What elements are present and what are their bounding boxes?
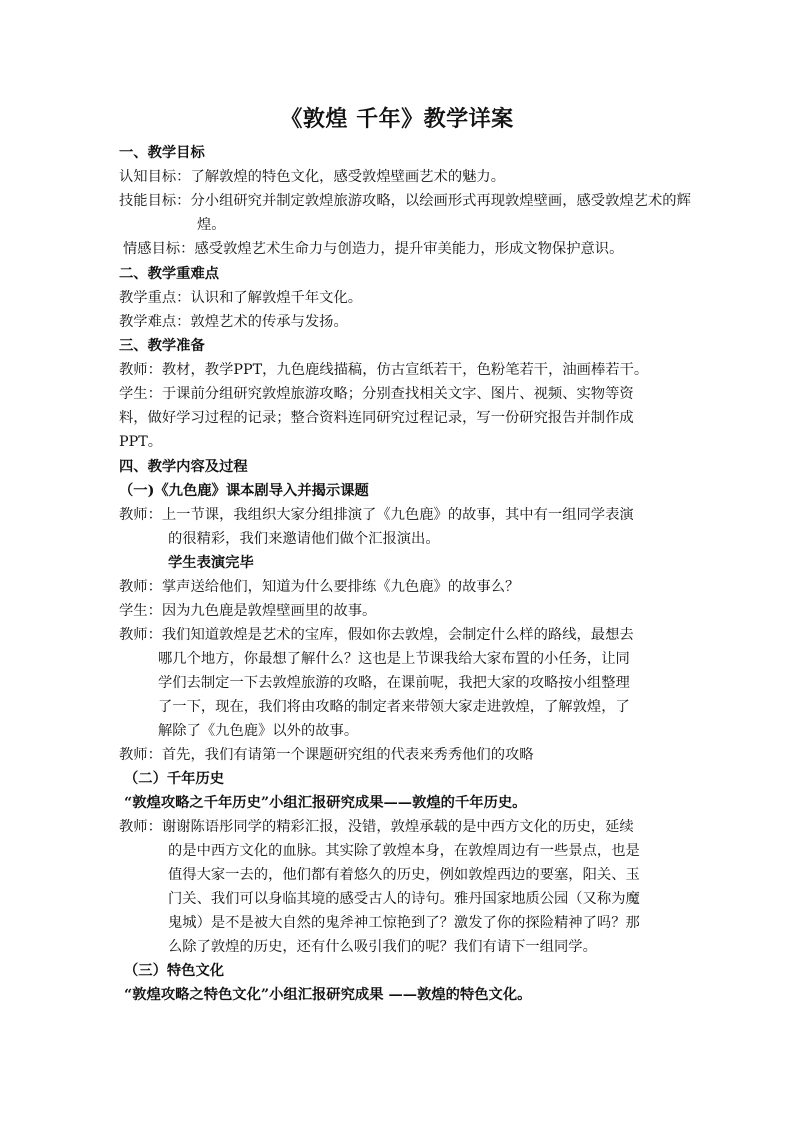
part-2-report: “敦煌攻略之千年历史”小组汇报研究成果——敦煌的千年历史。 — [124, 795, 527, 811]
dialogue-line: 门关、我们可以身临其境的感受古人的诗句。雅丹国家地质公园（又称为魔 — [168, 891, 640, 907]
section-heading-objectives: 一、教学目标 — [119, 145, 205, 161]
section-heading-key-points: 二、教学重难点 — [119, 266, 220, 282]
section-heading-process: 四、教学内容及过程 — [119, 459, 248, 475]
performance-note: 学生表演完毕 — [168, 555, 254, 571]
dialogue-line: 的是中西方文化的血脉。其实除了敦煌本身，在敦煌周边有一些景点，也是 — [168, 843, 640, 859]
dialogue-line: 么除了敦煌的历史，还有什么吸引我们的呢？我们有请下一组同学。 — [168, 939, 597, 955]
document-title: 《敦煌 千年》教学详案 — [280, 106, 514, 132]
dialogue-line: 哪几个地方，你最想了解什么？这也是上节课我给大家布置的小任务，让同 — [158, 651, 630, 667]
key-point: 教学重点：认识和了解敦煌千年文化。 — [119, 290, 363, 306]
dialogue-line: 解除了《九色鹿》以外的故事。 — [158, 723, 359, 739]
dialogue-line: 的很精彩，我们来邀请他们做个汇报演出。 — [168, 531, 440, 547]
dialogue-line: 了一下，现在，我们将由攻略的制定者来带领大家走进敦煌，了解敦煌，了 — [158, 699, 630, 715]
difficult-point: 教学难点：敦煌艺术的传承与发扬。 — [119, 314, 348, 330]
student-preparation-line-3: PPT。 — [119, 434, 163, 450]
skill-goal-line-1: 技能目标：分小组研究并制定敦煌旅游攻略，以绘画形式再现敦煌壁画，感受敦煌艺术的辉 — [119, 193, 691, 209]
dialogue-line: 值得大家一去的，他们都有着悠久的历史，例如敦煌西边的要塞，阳关、玉 — [168, 867, 640, 883]
section-heading-preparation: 三、教学准备 — [119, 338, 205, 354]
part-1-heading: （一)《九色鹿》课本剧导入并揭示课题 — [119, 483, 369, 499]
dialogue-line: 教师：我们知道敦煌是艺术的宝库，假如你去敦煌，会制定什么样的路线，最想去 — [119, 627, 634, 643]
dialogue-line: 教师：谢谢陈语彤同学的精彩汇报，没错，敦煌承载的是中西方文化的历史，延续 — [119, 819, 634, 835]
student-preparation-line-2: 料，做好学习过程的记录；整合资料连同研究过程记录，写一份研究报告并制作成 — [119, 410, 634, 426]
part-3-report: “敦煌攻略之特色文化”小组汇报研究成果 ——敦煌的特色文化。 — [124, 987, 532, 1003]
emotion-goal: 情感目标：感受敦煌艺术生命力与创造力，提升审美能力，形成文物保护意识。 — [123, 241, 624, 257]
part-2-heading: （二）千年历史 — [124, 771, 225, 787]
dialogue-line: 教师：掌声送给他们，知道为什么要排练《九色鹿》的故事么？ — [119, 579, 520, 595]
dialogue-line: 教师：首先，我们有请第一个课题研究组的代表来秀秀他们的攻略 — [119, 747, 534, 763]
student-preparation-line-1: 学生：于课前分组研究敦煌旅游攻略；分别查找相关文字、图片、视频、实物等资 — [119, 386, 634, 402]
teacher-preparation: 教师：教材，教学PPT，九色鹿线描稿，仿古宣纸若干，色粉笔若干，油画棒若干。 — [119, 362, 649, 378]
dialogue-line: 教师：上一节课，我组织大家分组排演了《九色鹿》的故事，其中有一组同学表演 — [119, 507, 634, 523]
part-3-heading: （三）特色文化 — [124, 963, 225, 979]
skill-goal-line-2: 煌。 — [197, 217, 226, 233]
dialogue-line: 学们去制定一下去敦煌旅游的攻略，在课前呢，我把大家的攻略按小组整理 — [158, 675, 630, 691]
dialogue-line: 鬼城）是不是被大自然的鬼斧神工惊艳到了？激发了你的探险精神了吗？那 — [168, 915, 640, 931]
dialogue-line: 学生：因为九色鹿是敦煌壁画里的故事。 — [119, 603, 377, 619]
cognitive-goal: 认知目标：了解敦煌的特色文化，感受敦煌壁画艺术的魅力。 — [119, 169, 506, 185]
